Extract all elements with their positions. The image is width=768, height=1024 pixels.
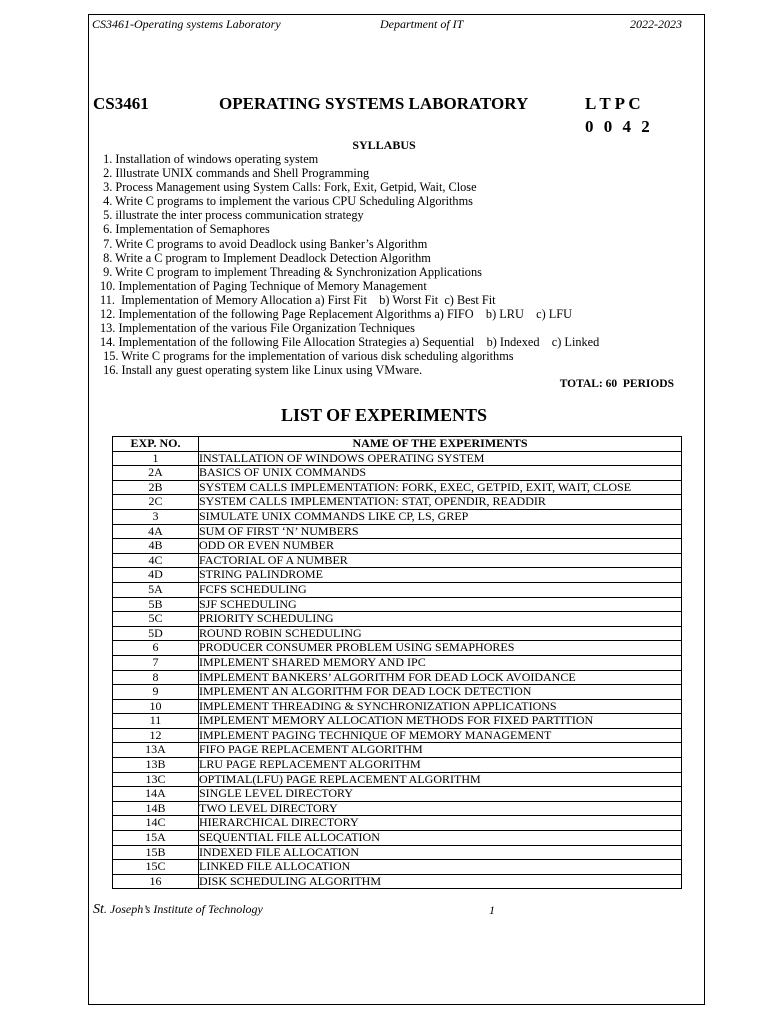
table-row [113,582,682,597]
exp-no-cell: 2B [113,480,199,495]
exp-name-cell: IMPLEMENT BANKERS’ ALGORITHM FOR DEAD LOCK AVOIDANCE [199,670,682,685]
exp-name-cell: SYSTEM CALLS IMPLEMENTATION: STAT, OPENDIR, READDIR [199,495,682,510]
exp-no-cell: 15B [113,845,199,860]
table-row [113,743,682,758]
table-row [113,831,682,846]
exp-name-cell: INDEXED FILE ALLOCATION [199,845,682,860]
exp-name-cell: ODD OR EVEN NUMBER [199,539,682,554]
table-row [113,524,682,539]
exp-no-cell: 11 [113,714,199,729]
syllabus-list [100,152,599,378]
table-row [113,568,682,583]
exp-no-cell: 2A [113,466,199,481]
course-code: CS3461 [93,94,149,113]
total-periods: TOTAL: 60 PERIODS [559,378,674,390]
experiments-table [112,436,682,889]
exp-no-cell: 16 [113,874,199,889]
table-row [113,772,682,787]
table-row [113,845,682,860]
experiments-heading: LIST OF EXPERIMENTS [280,405,488,425]
header-department: Department of IT [380,17,464,31]
syllabus-item: 2. Illustrate UNIX commands and Shell Programming [100,166,370,181]
exp-no-cell: 13A [113,743,199,758]
table-row [113,816,682,831]
table-row [113,626,682,641]
exp-no-cell: 10 [113,699,199,714]
column-header-exp-no: EXP. NO. [113,437,199,452]
table-header-row [113,437,682,452]
table-row [113,612,682,627]
syllabus-item: 10. Implementation of Paging Technique of Memory Management [100,278,427,293]
exp-name-cell: DISK SCHEDULING ALGORITHM [199,874,682,889]
exp-no-cell: 15C [113,860,199,875]
exp-no-cell: 4B [113,539,199,554]
table-row [113,539,682,554]
exp-no-cell: 7 [113,655,199,670]
syllabus-item: 9. Write C program to implement Threading & Synchronization Applications [100,264,482,279]
exp-no-cell: 14B [113,801,199,816]
footer-institution-initial: St [93,902,104,917]
exp-no-cell: 4C [113,553,199,568]
table-row [113,860,682,875]
table-row [113,874,682,889]
exp-name-cell: IMPLEMENT MEMORY ALLOCATION METHODS FOR FIXED PARTITION [199,714,682,729]
exp-name-cell: SYSTEM CALLS IMPLEMENTATION: FORK, EXEC, GETPID, EXIT, WAIT, CLOSE [199,480,682,495]
exp-name-cell: FACTORIAL OF A NUMBER [199,553,682,568]
table-row [113,801,682,816]
syllabus-item: 4. Write C programs to implement the various CPU Scheduling Algorithms [100,194,473,209]
course-title: OPERATING SYSTEMS LABORATORY [219,94,529,113]
exp-no-cell: 5C [113,612,199,627]
page-number: 1 [489,903,495,917]
syllabus-item: 6. Implementation of Semaphores [100,222,270,237]
table-row [113,495,682,510]
exp-no-cell: 5A [113,582,199,597]
footer-institution [93,902,263,918]
table-row [113,641,682,656]
exp-name-cell: OPTIMAL(LFU) PAGE REPLACEMENT ALGORITHM [199,772,682,787]
syllabus-item: 1. Installation of windows operating system [100,152,319,166]
exp-no-cell: 14A [113,787,199,802]
syllabus-item: 13. Implementation of the various File Organization Techniques [100,321,415,336]
table-row [113,480,682,495]
exp-no-cell: 13B [113,758,199,773]
column-header-name: NAME OF THE EXPERIMENTS [199,437,682,452]
table-row [113,655,682,670]
exp-name-cell: IMPLEMENT THREADING & SYNCHRONIZATION APPLICATIONS [199,699,682,714]
syllabus-item: 3. Process Management using System Calls: Fork, Exit, Getpid, Wait, Close [100,180,477,195]
table-row [113,728,682,743]
table-row [113,597,682,612]
exp-name-cell: FCFS SCHEDULING [199,582,682,597]
header-course: CS3461-Operating systems Laboratory [92,17,281,31]
syllabus-heading: SYLLABUS [352,138,416,152]
footer-institution-name: . Joseph’s Institute of Technology [103,902,263,916]
exp-name-cell: PRIORITY SCHEDULING [199,612,682,627]
exp-no-cell: 4D [113,568,199,583]
exp-name-cell: SJF SCHEDULING [199,597,682,612]
exp-name-cell: IMPLEMENT SHARED MEMORY AND IPC [199,655,682,670]
exp-no-cell: 15A [113,831,199,846]
table-row [113,466,682,481]
exp-name-cell: PRODUCER CONSUMER PROBLEM USING SEMAPHORES [199,641,682,656]
exp-name-cell: INSTALLATION OF WINDOWS OPERATING SYSTEM [199,451,682,466]
exp-name-cell: IMPLEMENT PAGING TECHNIQUE OF MEMORY MANAGEMENT [199,728,682,743]
exp-name-cell: STRING PALINDROME [199,568,682,583]
exp-name-cell: SUM OF FIRST ‘N’ NUMBERS [199,524,682,539]
exp-name-cell: HIERARCHICAL DIRECTORY [199,816,682,831]
exp-name-cell: SEQUENTIAL FILE ALLOCATION [199,831,682,846]
exp-no-cell: 5B [113,597,199,612]
exp-name-cell: SINGLE LEVEL DIRECTORY [199,787,682,802]
header-year: 2022-2023 [630,17,682,31]
exp-name-cell: ROUND ROBIN SCHEDULING [199,626,682,641]
exp-no-cell: 3 [113,509,199,524]
exp-name-cell: SIMULATE UNIX COMMANDS LIKE CP, LS, GREP [199,509,682,524]
table-row [113,758,682,773]
exp-no-cell: 5D [113,626,199,641]
exp-no-cell: 4A [113,524,199,539]
syllabus-item: 7. Write C programs to avoid Deadlock using Banker’s Algorithm [100,236,428,251]
exp-name-cell: BASICS OF UNIX COMMANDS [199,466,682,481]
exp-no-cell: 12 [113,728,199,743]
exp-no-cell: 9 [113,685,199,700]
table-row [113,787,682,802]
table-row [113,670,682,685]
syllabus-item: 5. illustrate the inter process communication strategy [100,208,364,223]
exp-name-cell: TWO LEVEL DIRECTORY [199,801,682,816]
table-row [113,699,682,714]
table-row [113,509,682,524]
syllabus-item: 15. Write C programs for the implementation of various disk scheduling algorithms [100,349,514,364]
exp-name-cell: LINKED FILE ALLOCATION [199,860,682,875]
exp-no-cell: 8 [113,670,199,685]
syllabus-item: 16. Install any guest operating system like Linux using VMware. [100,363,423,378]
ltpc-values: 0 0 4 2 [585,117,653,136]
exp-no-cell: 6 [113,641,199,656]
exp-no-cell: 14C [113,816,199,831]
exp-name-cell: FIFO PAGE REPLACEMENT ALGORITHM [199,743,682,758]
syllabus-item: 12. Implementation of the following Page Replacement Algorithms a) FIFO b) LRU c) LFU [100,307,572,322]
table-row [113,685,682,700]
exp-no-cell: 2C [113,495,199,510]
syllabus-item: 8. Write a C program to Implement Deadlock Detection Algorithm [100,250,431,265]
exp-name-cell: IMPLEMENT AN ALGORITHM FOR DEAD LOCK DETECTION [199,685,682,700]
table-row [113,451,682,466]
ltpc-label: L T P C [585,94,641,113]
syllabus-item: 14. Implementation of the following File Allocation Strategies a) Sequential b) Indexed c) Linked [100,335,600,350]
table-row [113,553,682,568]
exp-no-cell: 1 [113,451,199,466]
exp-name-cell: LRU PAGE REPLACEMENT ALGORITHM [199,758,682,773]
table-row [113,714,682,729]
syllabus-item: 11. Implementation of Memory Allocation a) First Fit b) Worst Fit c) Best Fit [100,292,496,307]
exp-no-cell: 13C [113,772,199,787]
